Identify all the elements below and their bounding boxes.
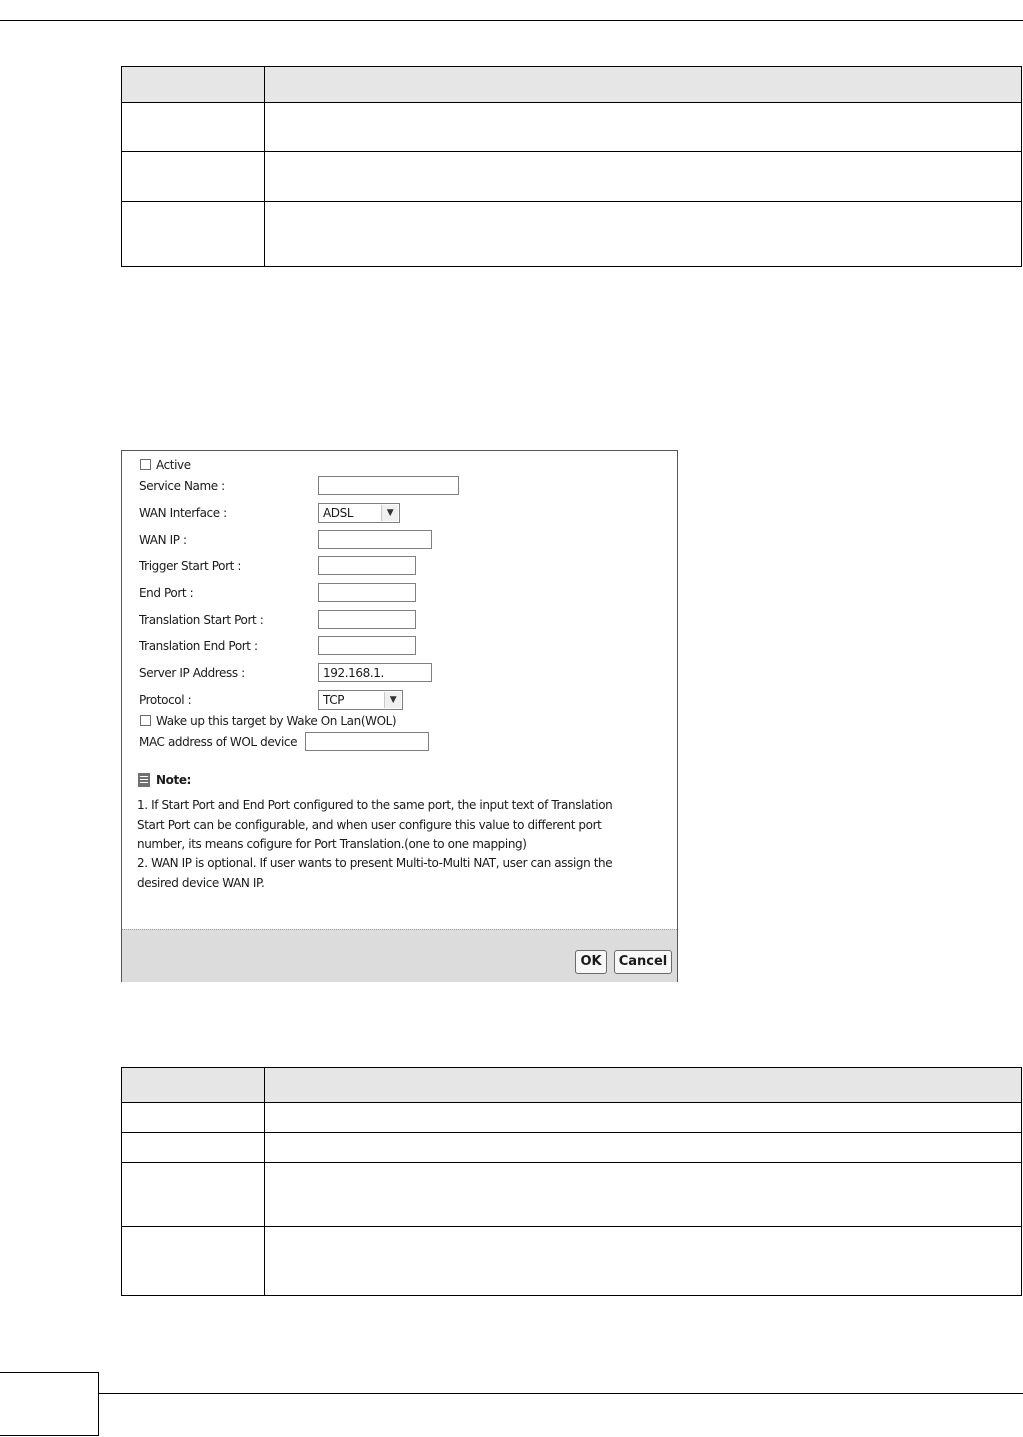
mac-address-label: MAC address of WOL device (139, 735, 298, 749)
end-port-input[interactable] (318, 583, 416, 602)
table-cell (265, 1227, 1022, 1296)
table-row (122, 1103, 1022, 1133)
table-header-row (122, 67, 1022, 103)
wol-label: Wake up this target by Wake On Lan(WOL) (156, 714, 397, 728)
table-cell (265, 1068, 1022, 1103)
service-name-input[interactable] (318, 476, 459, 495)
note-line: Start Port can be configurable, and when user configure this value to different port (137, 818, 602, 832)
note-line: number, its means cofigure for Port Translation.(one to one mapping) (137, 837, 527, 851)
table-cell (265, 152, 1022, 202)
protocol-value: TCP (323, 693, 345, 707)
cancel-button[interactable]: Cancel (614, 950, 672, 974)
dialog-footer (122, 929, 677, 982)
table-cell (265, 202, 1022, 267)
table-cell (265, 67, 1022, 103)
end-port-label: End Port : (139, 586, 194, 600)
trigger-start-port-input[interactable] (318, 556, 416, 575)
header-rule (0, 20, 1023, 21)
table-cell (122, 1068, 265, 1103)
wan-ip-input[interactable] (318, 530, 432, 549)
trigger-start-port-label: Trigger Start Port : (139, 559, 241, 573)
table-cell (122, 103, 265, 152)
protocol-select[interactable] (318, 690, 403, 710)
table-row (122, 1133, 1022, 1163)
wol-checkbox[interactable] (140, 715, 151, 726)
translation-end-port-input[interactable] (318, 636, 416, 655)
note-line: 1. If Start Port and End Port configured to the same port, the input text of Translation (137, 798, 613, 812)
table-cell (265, 1163, 1022, 1227)
chevron-down-icon[interactable]: ▼ (381, 505, 398, 521)
table-cell (122, 1133, 265, 1163)
table-cell (122, 1163, 265, 1227)
footer-rule (99, 1393, 1023, 1394)
page-number-box (0, 1372, 99, 1436)
table-row (122, 152, 1022, 202)
server-ip-input[interactable] (318, 663, 432, 682)
wan-interface-select[interactable] (318, 503, 400, 523)
protocol-label: Protocol : (139, 693, 192, 707)
table-row (122, 202, 1022, 267)
active-label: Active (156, 458, 191, 472)
translation-end-port-label: Translation End Port : (139, 639, 258, 653)
top-description-table (121, 66, 1022, 267)
table-cell (122, 67, 265, 103)
table-cell (122, 1103, 265, 1133)
table-cell (122, 1227, 265, 1296)
table-row (122, 103, 1022, 152)
table-cell (265, 1133, 1022, 1163)
wan-interface-value: ADSL (323, 506, 354, 520)
table-cell (265, 1103, 1022, 1133)
note-line: desired device WAN IP. (137, 876, 265, 890)
note-title: Note: (156, 773, 191, 787)
server-ip-label: Server IP Address : (139, 666, 245, 680)
table-row (122, 1163, 1022, 1227)
table-cell (122, 152, 265, 202)
translation-start-port-input[interactable] (318, 610, 416, 629)
active-checkbox[interactable] (140, 459, 151, 470)
table-header-row (122, 1068, 1022, 1103)
table-row (122, 1227, 1022, 1296)
wan-ip-label: WAN IP : (139, 533, 187, 547)
port-triggering-dialog (121, 450, 678, 982)
translation-start-port-label: Translation Start Port : (139, 613, 264, 627)
server-ip-value: 192.168.1. (323, 666, 384, 680)
service-name-label: Service Name : (139, 479, 225, 493)
note-icon (138, 773, 150, 787)
table-cell (265, 103, 1022, 152)
bottom-description-table (121, 1067, 1022, 1296)
wan-interface-label: WAN Interface : (139, 506, 227, 520)
table-cell (122, 202, 265, 267)
chevron-down-icon[interactable]: ▼ (384, 692, 401, 708)
note-line: 2. WAN IP is optional. If user wants to present Multi-to-Multi NAT, user can assign the (137, 856, 613, 870)
mac-address-input[interactable] (305, 732, 429, 751)
ok-button[interactable]: OK (575, 950, 607, 974)
